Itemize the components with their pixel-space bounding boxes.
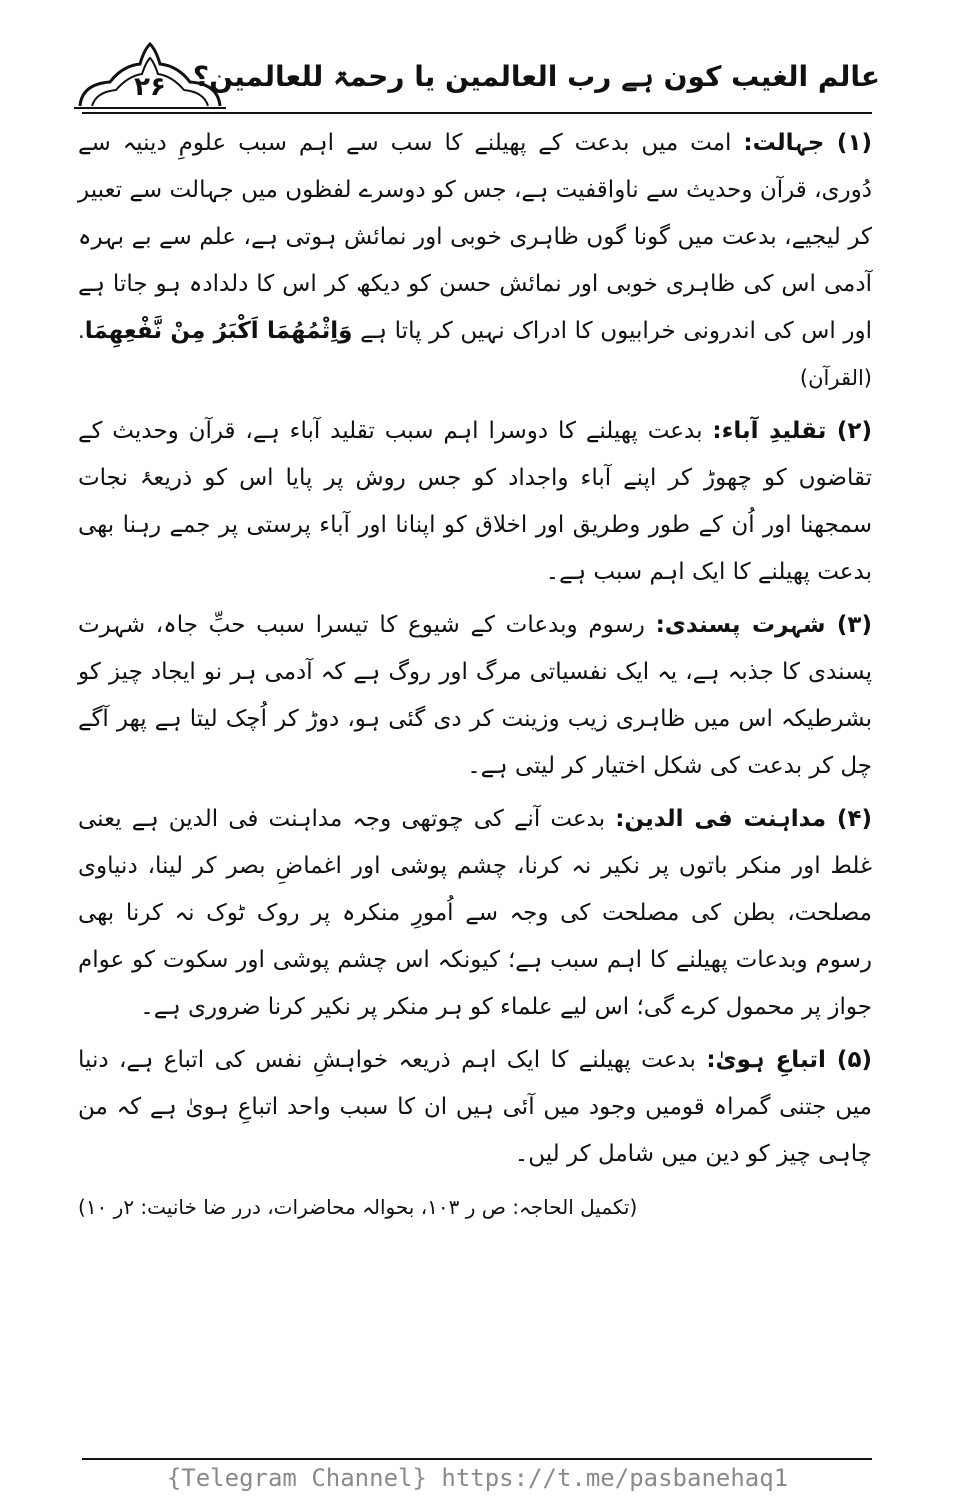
section-ignorance bbox=[78, 120, 872, 402]
section-heading: (۴) مداہنت فی الدین: bbox=[615, 806, 872, 832]
section-heading: (۳) شہرت پسندی: bbox=[655, 612, 872, 638]
running-title: عالم الغیب کون ہے رب العالمین یا رحمۃ للعالمین؟ bbox=[192, 60, 880, 93]
header-divider bbox=[82, 112, 872, 114]
section-text: رسوم وبدعات کے شیوع کا تیسرا سبب حبِّ جاہ، شہرت پسندی کا جذبہ ہے، یہ ایک نفسیاتی مرگ اور روگ ہے کہ آدمی ہر نو ایجاد چیز کو بشرطیکہ اس میں ظاہری زیب وزینت کر دی گئی ہو، دوڑ کر اُچک لیتا ہے پھر آگے چل کر بدعت کی شکل اختیار کر لیتی ہے۔ bbox=[78, 612, 872, 779]
section-text: بدعت آنے کی چوتھی وجہ مداہنت فی الدین ہے یعنی غلط اور منکر باتوں پر نکیر نہ کرنا، چشم پوشی اور اغماضِ بصر کر لینا، دنیاوی مصلحت، بطن کی مصلحت کی وجہ سے اُمورِ منکرہ پر روک ٹوک نہ کرنا بھی رسوم وبدعات پھیلنے کا اہم سبب ہے؛ کیونکہ اس چشم پوشی اور سکوت کو عوام جواز پر محمول کرے گی؛ اس لیے علماء کو ہر منکر پر نکیر کرنا ضروری ہے۔ bbox=[78, 806, 872, 1020]
page-header bbox=[70, 36, 880, 110]
section-text: امت میں بدعت کے پھیلنے کا سب سے اہم سبب علومِ دینیہ سے دُوری، قرآن وحدیث سے ناواقفیت ہے، جس کو دوسرے لفظوں میں جہالت سے تعبیر کر لیجیے، بدعت میں گونا گوں ظاہری خوبی اور نمائش ہوتی ہے، علم سے بے بہرہ آدمی اس کی ظاہری خوبی اور نمائش حسن کو دیکھ کر اس کا دلدادہ ہو جاتا ہے اور اس کی اندرونی خرابیوں کا ادراک نہیں کر پاتا ہے bbox=[78, 130, 872, 344]
telegram-channel-link[interactable]: {Telegram Channel} https://t.me/pasbanehaq1 bbox=[166, 1464, 789, 1492]
section-text: بدعت پھیلنے کا ایک اہم ذریعہ خواہشِ نفس کی اتباع ہے، دنیا میں جتنی گمراہ قومیں وجود میں آئی ہیں ان کا سبب واحد اتباعِ ہویٰ ہے کہ من چاہی چیز کو دین میں شامل کر لیں۔ bbox=[78, 1047, 872, 1167]
page-body bbox=[78, 120, 872, 1231]
section-heading: (۵) اتباعِ ہویٰ: bbox=[706, 1047, 872, 1073]
section-following-desires bbox=[78, 1037, 872, 1178]
section-fame-seeking bbox=[78, 602, 872, 790]
citation: (تکمیل الحاجہ: ص ر ۱۰۳، بحوالہ محاضرات، درر ضا خانیت: ۲ر ۱۰) bbox=[78, 1195, 638, 1219]
section-compromise-in-religion bbox=[78, 796, 872, 1031]
page-number: ۲۶ bbox=[134, 72, 166, 102]
section-text: بدعت پھیلنے کا دوسرا اہم سبب تقلید آباء ہے، قرآن وحدیث کے تقاضوں کو چھوڑ کر اپنے آباء واجداد کو جس روش پر پایا اس کو ذریعۂ نجات سمجھنا اور اُن کے طور وطریق اور اخلاق کو اپنانا اور آباء پرستی پر جمے رہنا بھی بدعت پھیلنے کا ایک اہم سبب ہے۔ bbox=[78, 418, 872, 585]
footer-divider bbox=[82, 1458, 872, 1460]
section-heading: (۲) تقلیدِ آباء: bbox=[712, 418, 872, 444]
quran-ayah: وَاِثْمُهُمَا اَكْبَرُ مِنْ نَّفْعِهِمَا bbox=[84, 318, 353, 344]
section-heading: (۱) جہالت: bbox=[743, 130, 873, 156]
section-ancestral-imitation bbox=[78, 408, 872, 596]
quran-reference: .(القرآن) bbox=[78, 319, 872, 390]
